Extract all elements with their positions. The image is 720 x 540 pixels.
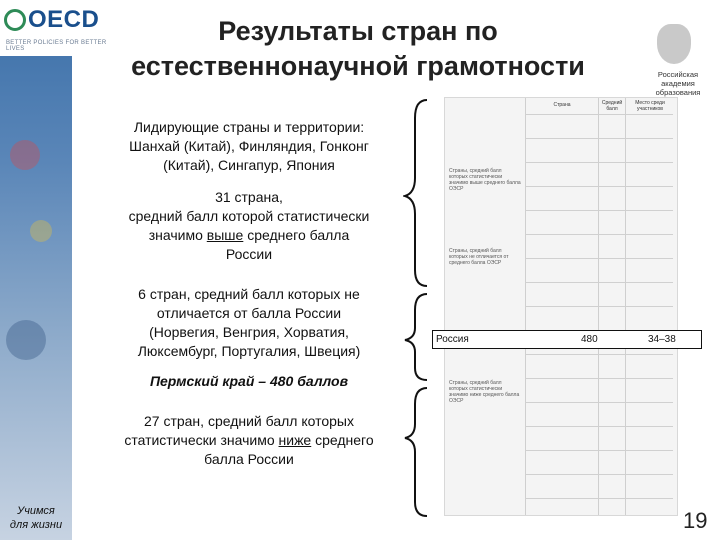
emphasis-text: выше bbox=[206, 227, 244, 243]
text-span: статистически значимо bbox=[124, 432, 279, 448]
table-rule bbox=[525, 258, 673, 259]
column-header: Средний балл bbox=[601, 100, 623, 112]
table-rule bbox=[525, 354, 673, 355]
title-line: Результаты стран по bbox=[218, 16, 498, 46]
table-rule bbox=[525, 162, 673, 163]
perm-result: Пермский край – 480 баллов bbox=[149, 373, 349, 389]
above-russia-group bbox=[84, 188, 414, 264]
table-rule bbox=[525, 426, 673, 427]
table-rule bbox=[525, 210, 673, 211]
table-group-label: Страны, средний балл которых не отличается от среднего балла ОЭСР bbox=[449, 248, 509, 266]
grouping-braces bbox=[403, 98, 433, 518]
emblem-line: Российская bbox=[657, 70, 699, 79]
leaders-group bbox=[84, 118, 414, 175]
group-text: (Норвегия, Венгрия, Хорватия, bbox=[149, 324, 349, 340]
sidebar-caption bbox=[0, 504, 72, 532]
logo-ring-icon bbox=[4, 9, 26, 31]
table-rule bbox=[525, 114, 673, 115]
leaders-title: Лидирующие страны и территории: bbox=[133, 119, 365, 135]
page-title bbox=[78, 14, 638, 84]
group-text: средний балл которой статистически bbox=[128, 208, 370, 224]
text-span: среднего bbox=[311, 432, 374, 448]
below-russia-group bbox=[84, 412, 414, 469]
emblem-caption bbox=[638, 70, 718, 97]
caption-line: для жизни bbox=[9, 519, 63, 531]
table-rule bbox=[525, 234, 673, 235]
table-rule bbox=[525, 306, 673, 307]
table-group-label: Страны, средний балл которых статистически значимо выше среднего балла ОЭСР bbox=[449, 168, 521, 192]
leaders-list: Шанхай (Китай), Финляндия, Гонконг bbox=[129, 138, 369, 154]
table-group-label: Страны, средний балл которых статистически значимо ниже среднего балла ОЭСР bbox=[449, 380, 520, 404]
russia-score: 480 bbox=[581, 334, 598, 345]
group-text bbox=[84, 226, 414, 245]
page-number: 19 bbox=[683, 508, 708, 533]
group-text: Люксембург, Португалия, Швеция) bbox=[137, 343, 361, 359]
caption-line: Учимся bbox=[17, 505, 55, 517]
table-rule bbox=[525, 282, 673, 283]
text-span: значимо bbox=[148, 227, 207, 243]
brace-below bbox=[405, 388, 427, 516]
group-text: балла России bbox=[204, 451, 294, 467]
table-rule bbox=[525, 378, 673, 379]
text-span: среднего балла bbox=[243, 227, 350, 243]
table-rule bbox=[525, 474, 673, 475]
column-header: Страна bbox=[553, 102, 571, 108]
brace-above bbox=[405, 100, 427, 286]
column-header: Место среди участников bbox=[635, 100, 665, 112]
logo-text: OECD bbox=[28, 6, 100, 33]
decor-shape bbox=[10, 140, 40, 170]
table-rule bbox=[525, 498, 673, 499]
russia-rank: 34–38 bbox=[648, 334, 676, 345]
brace-similar bbox=[405, 294, 427, 380]
table-rule bbox=[525, 402, 673, 403]
emphasis-text: ниже bbox=[278, 432, 312, 448]
emblem-line: образования bbox=[655, 88, 701, 97]
group-text: 6 стран, средний балл которых не bbox=[138, 286, 360, 302]
leaders-list: (Китай), Сингапур, Япония bbox=[163, 157, 335, 173]
title-line: естественнонаучной грамотности bbox=[131, 51, 585, 81]
table-rule bbox=[525, 138, 673, 139]
similar-russia-group bbox=[84, 285, 414, 361]
group-text: отличается от балла России bbox=[156, 305, 342, 321]
logo-subtitle: BETTER POLICIES FOR BETTER LIVES bbox=[6, 40, 107, 52]
group-text: 31 страна, bbox=[215, 189, 283, 205]
group-text: России bbox=[225, 246, 273, 262]
russia-country: Россия bbox=[436, 334, 469, 345]
emblem-icon bbox=[657, 24, 691, 64]
results-table bbox=[444, 97, 678, 516]
table-rule bbox=[525, 186, 673, 187]
decor-shape bbox=[30, 220, 52, 242]
table-rule bbox=[525, 450, 673, 451]
side-banner bbox=[0, 0, 72, 540]
group-text: 27 стран, средний балл которых bbox=[143, 413, 354, 429]
emblem-line: академия bbox=[661, 79, 695, 88]
group-text bbox=[84, 431, 414, 450]
russia-row bbox=[432, 330, 702, 349]
decor-shape bbox=[6, 320, 46, 360]
